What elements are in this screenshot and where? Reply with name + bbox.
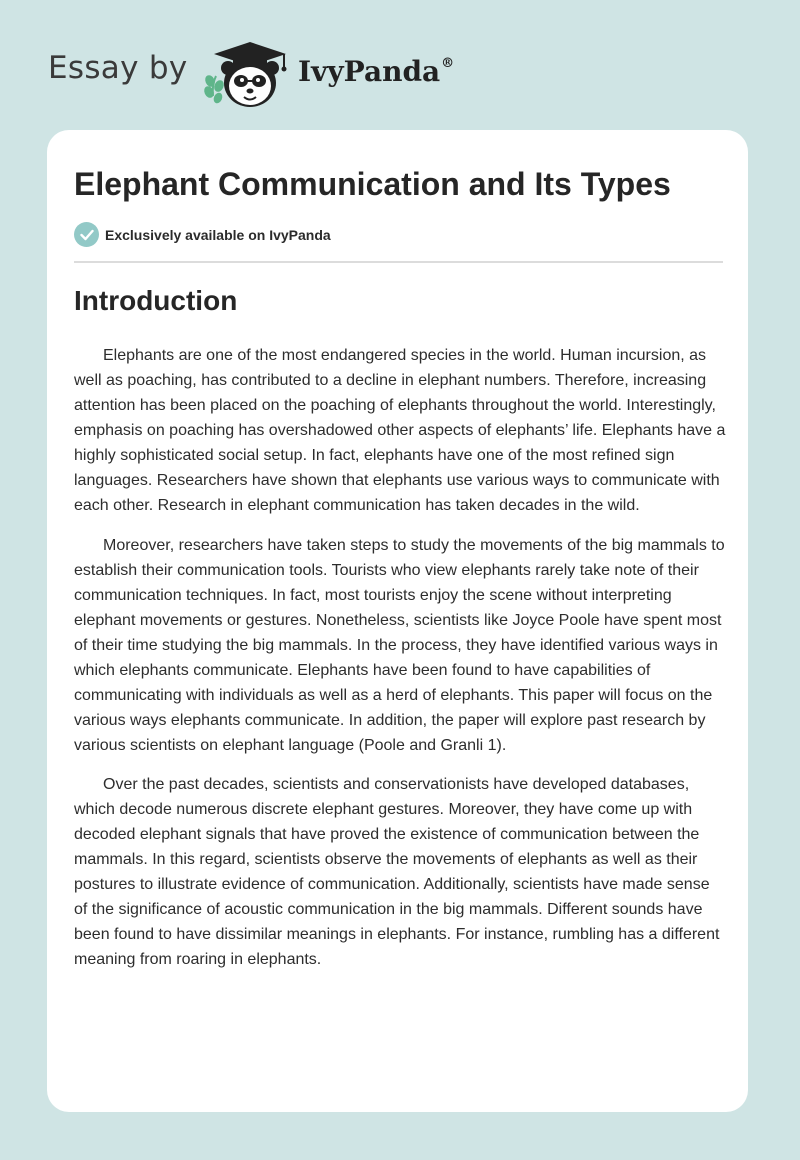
paragraph: Over the past decades, scientists and conservationists have developed databases, which decode numerous discrete elephant gestures. Moreover, they have come up with decoded elephant signals that have proved the existence of communication between the mammals. In this regard, scientists observe the movements of elephants as well as their postures to illustrate evidence of communication. Additionally, scientists have made sense of the significance of acoustic communication in the big mammals. Different sounds have been found to have dissimilar meanings in elephants. For instance, rumbling has a different meaning from roaring in elephants. (74, 776, 720, 968)
essay-by-label: Essay by (48, 50, 188, 86)
panda-graduate-logo-icon[interactable] (200, 36, 296, 110)
paragraph: Moreover, researchers have taken steps to study the movements of the big mammals to establish their communication tools. Tourists who view elephants rarely take note of their communication techniques. In fact, most tourists enjoy the scene without interpreting elephant movements or gestures. Nonetheless, scientists like Joyce Poole have spent most of their time studying the big mammals. In the process, they have identified various ways in which elephants communicate. Elephants have been found to have capabilities of communicating with individuals as well as a herd of elephants. This paper will focus on the various ways elephants communicate. In addition, the paper will explore past research by various scientists on elephant language (Poole and Granli 1). (74, 536, 725, 754)
paragraph: Elephants are one of the most endangered species in the world. Human incursion, as well as poaching, has contributed to a decline in elephant numbers. Therefore, increasing attention has been placed on the poaching of elephants throughout the world. Interestingly, emphasis on poaching has overshadowed other aspects of elephants’ life. Elephants have a highly sophisticated social setup. In fact, elephants have one of the most refined sign languages. Researchers have shown that elephants use various ways to communicate with each other. Research in elephant communication has taken decades in the wild. (74, 347, 726, 514)
essay-card (47, 130, 748, 1112)
section-heading: Introduction (74, 285, 238, 316)
registered-mark: ® (441, 56, 455, 71)
availability-badge (74, 222, 331, 247)
check-circle-icon (74, 222, 99, 247)
essay-body (74, 343, 726, 987)
site-header (0, 0, 800, 130)
brand-name[interactable]: IvyPanda® (298, 55, 455, 88)
divider (74, 261, 723, 263)
page-title: Elephant Communication and Its Types (74, 166, 671, 202)
badge-label: Exclusively available on IvyPanda (105, 226, 331, 243)
